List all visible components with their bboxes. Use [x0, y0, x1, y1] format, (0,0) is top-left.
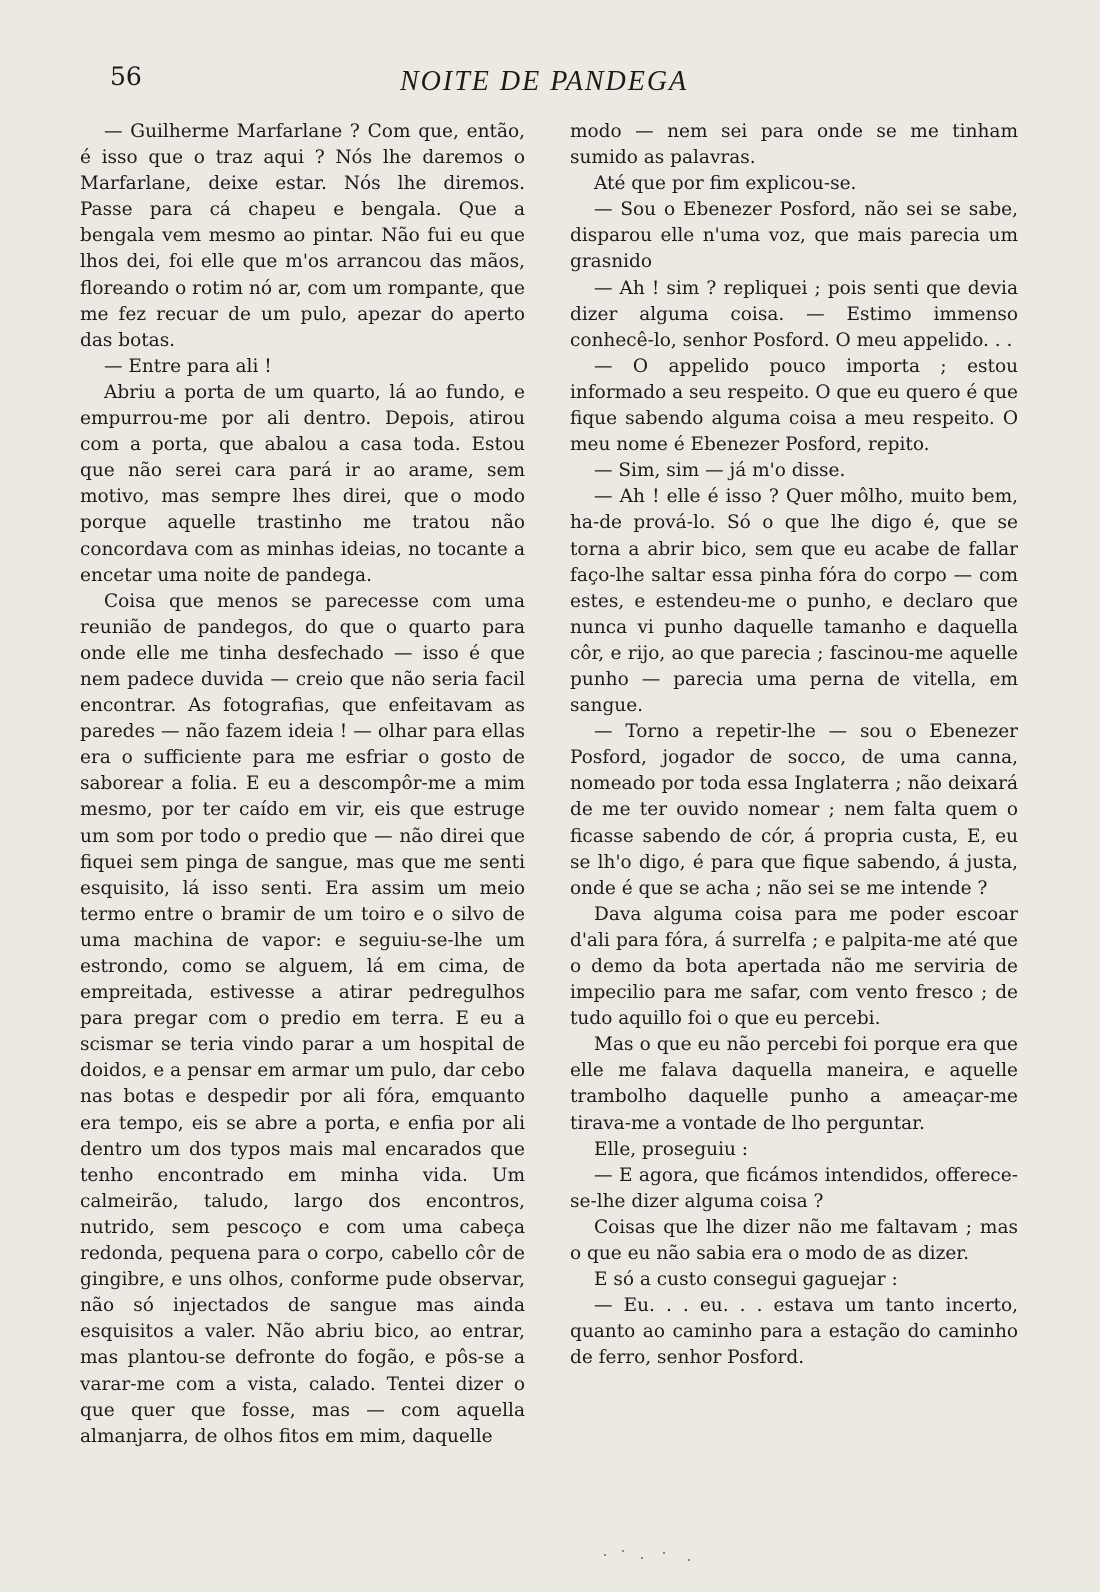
running-title: NOITE DE PANDEGA — [400, 66, 689, 97]
speck — [604, 1554, 606, 1556]
page-number: 56 — [110, 62, 142, 91]
right-column — [570, 119, 1018, 1372]
paragraph: — O appelido pouco importa ; estou informado a seu respeito. O que eu quero é que fique sabendo alguma coisa a meu respeito. O meu nome é Ebenezer Posford, repito. — [570, 355, 1018, 456]
paragraph: Dava alguma coisa para me poder escoar d'ali para fóra, á surrelfa ; e palpita-me até que o demo da bota apertada não me serviria de impecilio para me safar, com vento fresco ; de tudo aquillo foi o que eu percebi. — [570, 903, 1018, 1030]
paragraph: — E agora, que ficámos intendidos, offerece-se-lhe dizer alguma coisa ? — [570, 1164, 1018, 1212]
page-header — [110, 60, 1015, 100]
paragraph: — Ah ! sim ? repliquei ; pois senti que devia dizer alguma coisa. — Estimo immenso conhecê-lo, senhor Posford. O meu appelido. . . — [570, 277, 1018, 351]
speck — [622, 1550, 624, 1552]
print-specks — [600, 1548, 740, 1568]
left-column — [80, 119, 525, 1450]
paragraph: — Torno a repetir-lhe — sou o Ebenezer Posford, jogador de socco, de uma canna, nomeado por toda essa Inglaterra ; não deixará de me ter ouvido nomear ; nem falta quem o ficasse sabendo de cór, á propria custa, E, eu se lh'o digo, é para que fique sabendo, á justa, onde é que se acha ; não sei se me intende ? — [570, 721, 1018, 899]
paragraph: Elle, proseguiu : — [594, 1138, 749, 1160]
paragraph: E só a custo consegui gaguejar : — [594, 1269, 898, 1291]
paragraph: — Guilherme Marfarlane ? Com que, então, é isso que o traz aqui ? Nós lhe daremos o Marfarlane, deixe estar. Nós lhe diremos. Passe para cá chapeu e bengala. Que a bengala vem mesmo ao pintar. Não fui eu que lhos dei, foi elle que m'os arrancou das mãos, floreando o rotim nó ar, com um rompante, que me fez recuar de um pulo, apezar do aperto das botas. — [80, 121, 525, 351]
paragraph-continuation: modo — nem sei para onde se me tinham sumido as palavras. — [570, 121, 1018, 169]
paragraph: — Ah ! elle é isso ? Quer môlho, muito bem, ha-de prová-lo. Só o que lhe digo é, que se torna a abrir bico, sem que eu acabe de fallar faço-lhe saltar essa pinha fóra do corpo — com estes, e estendeu-me o punho, e declaro que nunca vi punho daquelle tamanho e daquella côr, e rijo, ao que parecia ; fascinou-me aquelle punho — parecia uma perna de vitella, em sangue. — [570, 486, 1018, 717]
speck — [688, 1559, 690, 1561]
paragraph: Coisa que menos se parecesse com uma reunião de pandegos, do que o quarto para onde elle me tinha desfechado — isso é que nem padece duvida — creio que não seria facil encontrar. As fotografias, que enfeitavam as paredes — não fazem ideia ! — olhar para ellas era o sufficiente para me esfriar o gosto de saborear a folia. E eu a descompôr-me a mim mesmo, por ter caído em vir, eis que estruge um som por todo o predio que — não direi que fiquei sem pinga de sangue, mas que me senti esquisito, lá isso senti. Era assim um meio termo entre o bramir de um toiro e o silvo de uma machina de vapor: e seguiu-se-lhe um estrondo, como se alguem, lá em cima, de empreitada, estivesse a atirar pedregulhos para pregar com o predio em terra. E eu a scismar se teria vindo parar a um hospital de doidos, e a pensar em armar um pulo, dar cebo nas botas e despedir por ali fóra, emquanto era tempo, eis se abre a porta, e enfia por ali dentro um dos typos mais mal encarados que tenho encontrado em minha vida. Um calmeirão, taludo, largo dos encontros, nutrido, sem pescoço e com uma cabeça redonda, pequena para o corpo, cabello côr de gingibre, e uns olhos, conforme pude observar, não só injectados de sangue mas ainda esquisitos a valer. Não abriu bico, ao entrar, mas plantou-se defronte do fogão, e pôs-se a varar-me com a vista, calado. Tentei dizer o que quer que fosse, mas — com aquella almanjarra, de olhos fitos em mim, daquelle — [80, 590, 525, 1447]
paragraph: — Sim, sim — já m'o disse. — [594, 460, 846, 482]
paragraph: — Eu. . . eu. . . estava um tanto incerto, quanto ao caminho para a estação do caminho de ferro, senhor Posford. — [570, 1295, 1018, 1369]
paragraph: Até que por fim explicou-se. — [594, 173, 857, 195]
paragraph: Abriu a porta de um quarto, lá ao fundo, e empurrou-me por ali dentro. Depois, atirou com a porta, que abalou a casa toda. Estou que não serei cara pará ir ao arame, sem motivo, mas sempre lhes direi, que o modo porque aquelle trastinho me tratou não concordava com as minhas ideias, no tocante a encetar uma noite de pandega. — [80, 381, 525, 586]
paragraph: Mas o que eu não percebi foi porque era que elle me falava daquella maneira, e aquelle trambolho daquelle punho a ameaçar-me tirava-me a vontade de lho perguntar. — [570, 1034, 1018, 1134]
speck — [641, 1557, 643, 1559]
paragraph: — Sou o Ebenezer Posford, não sei se sabe, disparou elle n'uma voz, que mais parecia um grasnido — [570, 199, 1018, 273]
paragraph: Coisas que lhe dizer não me faltavam ; mas o que eu não sabia era o modo de as dizer. — [570, 1216, 1018, 1265]
speck — [663, 1552, 665, 1554]
paragraph: — Entre para ali ! — [104, 355, 272, 377]
